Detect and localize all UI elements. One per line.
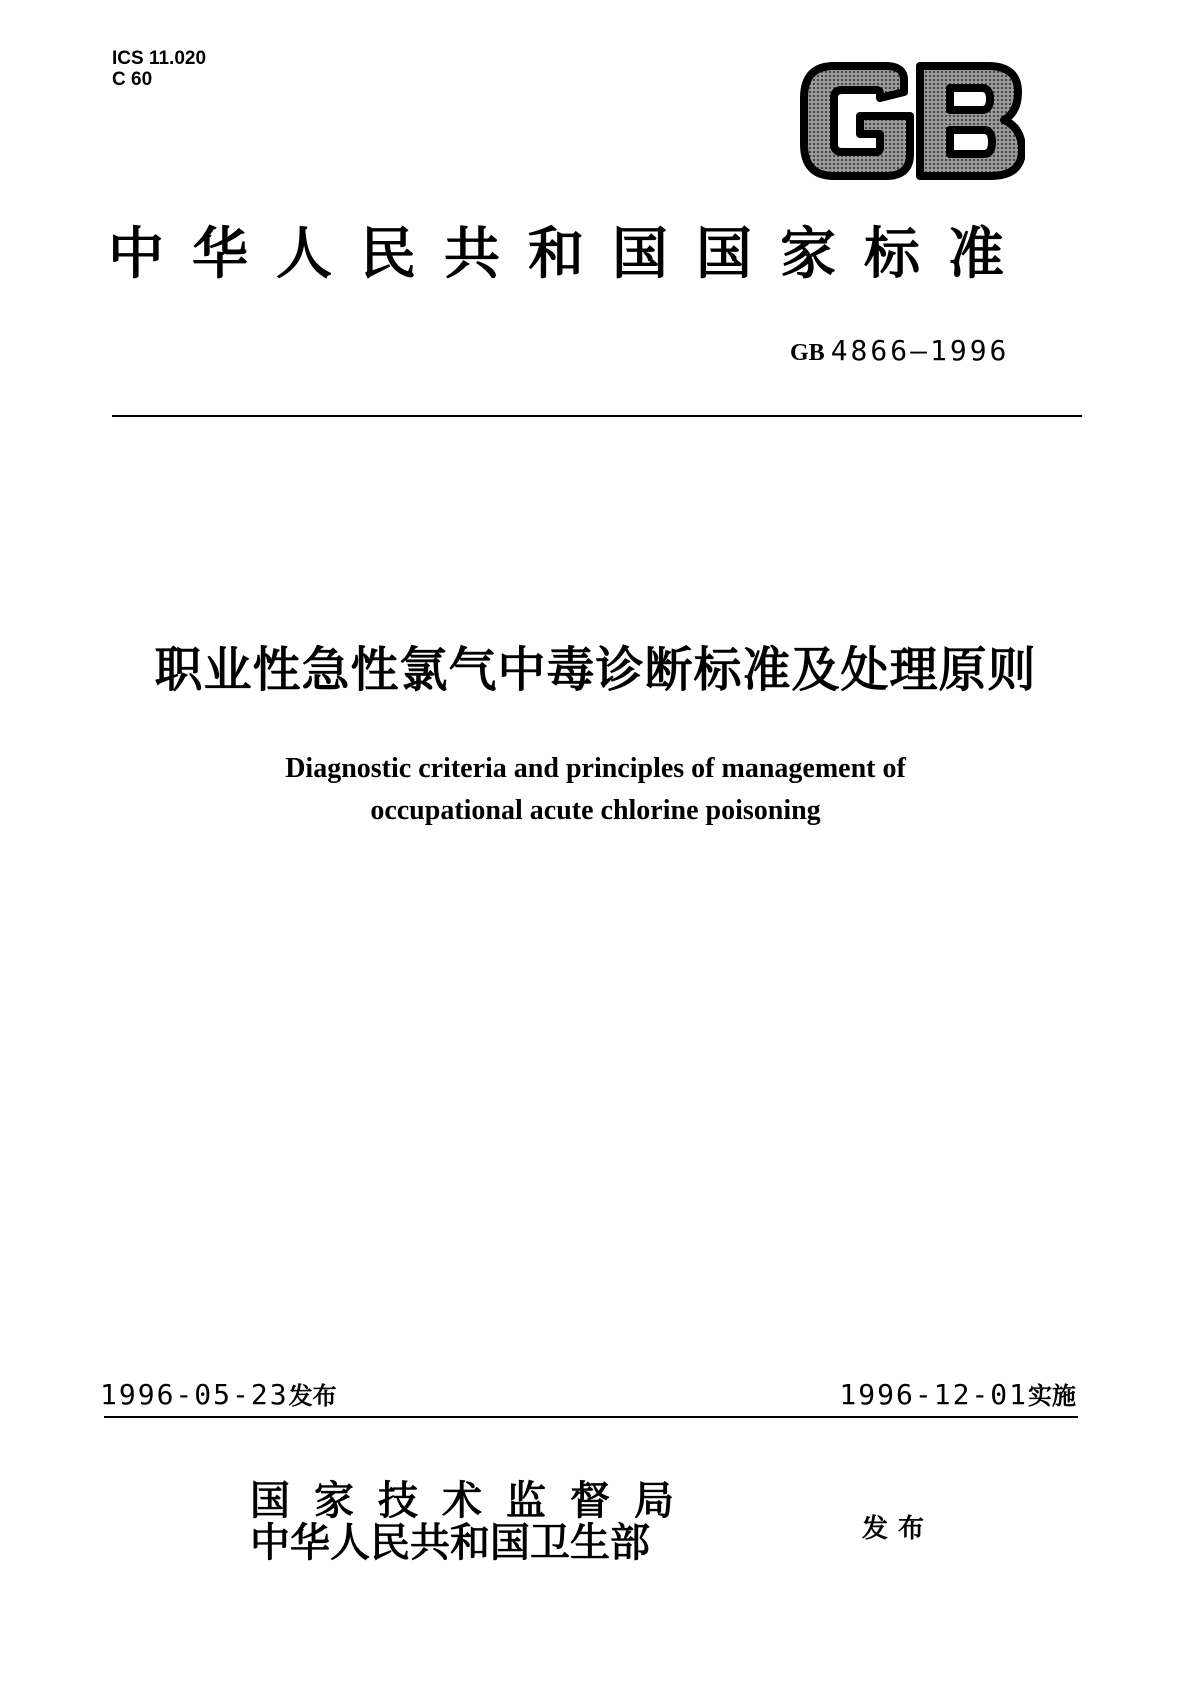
issuer-technical-supervision: 国家技术监督局 [250, 1478, 698, 1524]
standard-prefix: GB [790, 340, 825, 366]
issuing-authorities [250, 1480, 698, 1564]
issue-date-value: 1996-05-23 [100, 1378, 289, 1411]
gb-logo-text: GB [800, 62, 802, 63]
en-title-line-1: Diagnostic criteria and principles of management of [285, 753, 906, 784]
issuer-ministry-of-health: 中华人民共和国卫生部 [250, 1520, 650, 1566]
header-divider [112, 415, 1082, 417]
classification-codes [112, 48, 206, 90]
ccs-code: C 60 [112, 69, 153, 90]
effective-date [839, 1378, 1076, 1413]
effective-date-label: 实施 [1028, 1382, 1076, 1410]
footer-divider [104, 1416, 1078, 1418]
document-title-en [0, 748, 1191, 832]
effective-date-value: 1996-12-01 [839, 1378, 1028, 1411]
standard-number [790, 334, 1009, 370]
national-standard-heading: 中华人民共和国国家标准 [108, 222, 1032, 287]
issue-date [100, 1378, 337, 1413]
document-title-cn: 职业性急性氯气中毒诊断标准及处理原则 [154, 642, 1037, 698]
issue-date-label: 发布 [288, 1382, 337, 1410]
en-title-line-2: occupational acute chlorine poisoning [370, 795, 821, 826]
standard-number-value: 4866—1996 [830, 334, 1010, 367]
ics-code: ICS 11.020 [112, 48, 207, 69]
gb-logo-icon [800, 62, 1025, 180]
issued-label: 发布 [862, 1514, 935, 1544]
